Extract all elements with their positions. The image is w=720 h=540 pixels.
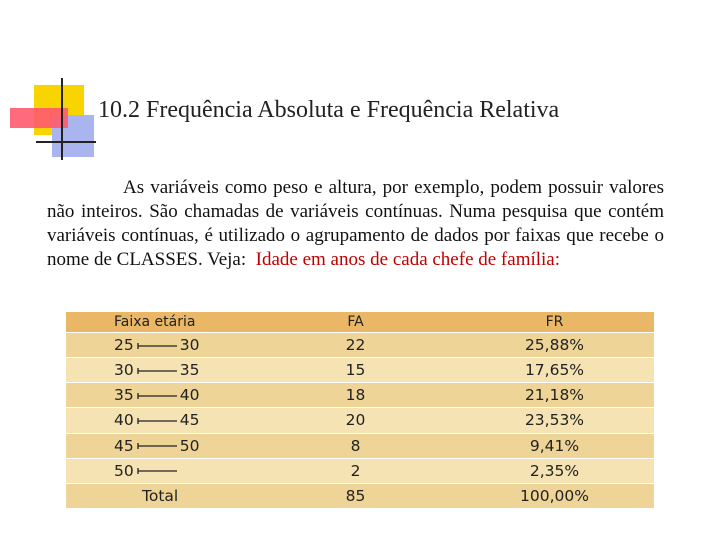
fa-cell: 22 [256, 333, 455, 358]
fa-cell: 2 [256, 458, 455, 483]
highlight-text: Idade em anos de cada chefe de família: [255, 249, 561, 270]
range-high: 30 [179, 336, 200, 355]
range-low: 35 [114, 386, 134, 405]
range-low: 50 [114, 461, 134, 480]
table-header-row [66, 312, 654, 333]
table-row [66, 433, 654, 458]
table-row [66, 408, 654, 433]
fa-cell: 18 [256, 383, 455, 408]
vertical-line [61, 78, 63, 160]
range-low: 40 [114, 411, 134, 430]
range-high: 45 [179, 411, 200, 430]
range-arrow-icon [136, 467, 178, 475]
fa-cell: 15 [256, 358, 455, 383]
fr-cell: 21,18% [455, 383, 654, 408]
range-arrow-icon [136, 417, 178, 425]
range-cell [66, 408, 256, 433]
range-cell [66, 358, 256, 383]
paragraph-text: As variáveis como peso e altura, por exemplo, podem possuir valores não inteiros. São chamadas de variáveis contínuas. Numa pesquisa que contém variáveis contínuas, é utilizado o agrupamento de dados por faixas que recebe o nome de CLASSES. Veja: [47, 177, 664, 270]
range-cell [66, 333, 256, 358]
range-high: 40 [179, 386, 200, 405]
range-low: 30 [114, 361, 134, 380]
horizontal-line [36, 141, 96, 143]
header-faixa: Faixa etária [114, 314, 196, 330]
table-row [66, 333, 654, 358]
range-high: 35 [179, 361, 200, 380]
body-paragraph [47, 176, 664, 272]
range-arrow-icon [136, 342, 178, 350]
header-fa: FA [347, 314, 364, 330]
fr-cell: 17,65% [455, 358, 654, 383]
table-row [66, 358, 654, 383]
range-high: 50 [179, 436, 200, 455]
range-cell [66, 458, 256, 483]
red-bar [10, 108, 68, 128]
range-cell [66, 383, 256, 408]
range-arrow-icon [136, 442, 178, 450]
fr-cell: 25,88% [455, 333, 654, 358]
range-arrow-icon [136, 392, 178, 400]
table-row [66, 383, 654, 408]
frequency-table [66, 312, 654, 508]
total-label: Total [66, 483, 256, 508]
table-total-row [66, 483, 654, 508]
fa-cell: 8 [256, 433, 455, 458]
fr-cell: 2,35% [455, 458, 654, 483]
fr-cell: 23,53% [455, 408, 654, 433]
range-cell [66, 433, 256, 458]
range-low: 45 [114, 436, 134, 455]
header-fr: FR [545, 314, 564, 330]
total-fr: 100,00% [455, 483, 654, 508]
fa-cell: 20 [256, 408, 455, 433]
slide-title: 10.2 Frequência Absoluta e Frequência Relativa [98, 97, 560, 123]
table-row [66, 458, 654, 483]
range-low: 25 [114, 336, 134, 355]
range-arrow-icon [136, 367, 178, 375]
fr-cell: 9,41% [455, 433, 654, 458]
total-fa: 85 [256, 483, 455, 508]
